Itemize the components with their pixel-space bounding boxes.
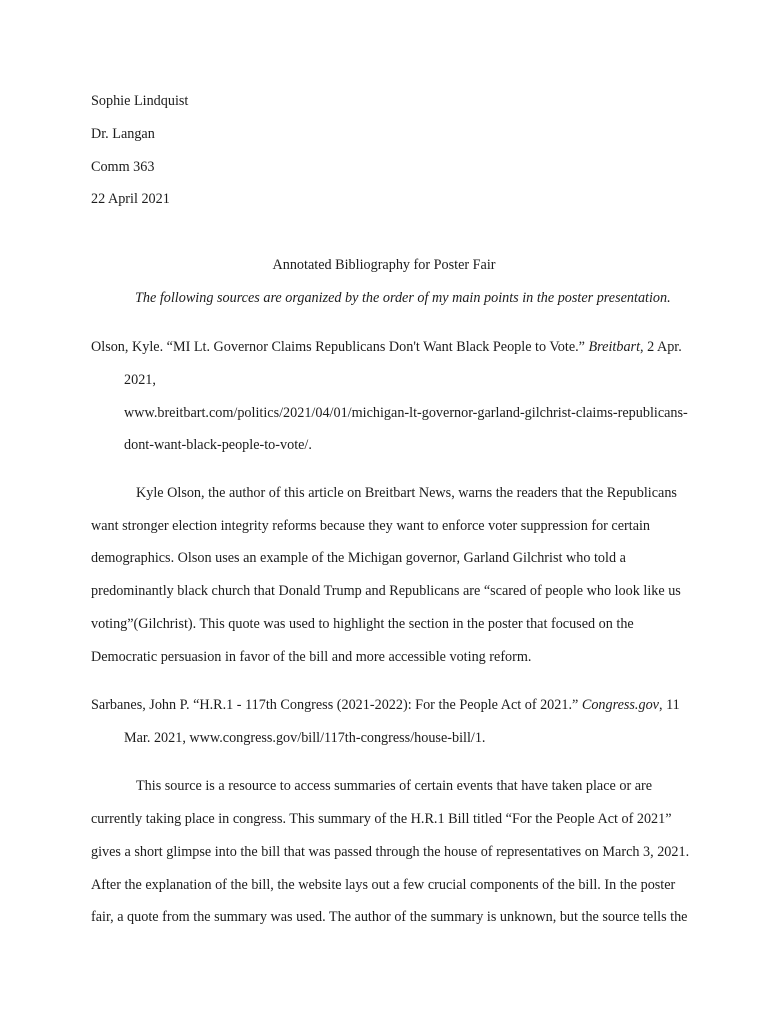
- citation-1-line-1-text: Olson, Kyle. “MI Lt. Governor Claims Republicans Don't Want Black People to Vote.”: [91, 339, 589, 355]
- annotation-1-line-5: voting”(Gilchrist). This quote was used to highlight the section in the poster that focused on the: [91, 616, 634, 632]
- instructor-name: Dr. Langan: [91, 126, 155, 142]
- citation-2-source: Congress.gov: [581, 697, 659, 713]
- annotation-1-line-2: want stronger election integrity reforms because they want to enforce voter suppression for certain: [91, 518, 651, 534]
- annotation-2-line-3: gives a short glimpse into the bill that was passed through the house of representatives on March 3, 2021.: [91, 844, 690, 860]
- annotation-1-line-4: predominantly black church that Donald Trump and Republicans are “scared of people who look like us: [91, 583, 681, 599]
- author-name: Sophie Lindquist: [91, 93, 189, 109]
- annotation-2-line-4: After the explanation of the bill, the website lays out a few crucial components of the bill. In the poster: [91, 877, 676, 893]
- citation-2-line-1: [91, 696, 680, 714]
- annotation-1-line-6: Democratic persuasion in favor of the bill and more accessible voting reform.: [91, 649, 532, 665]
- citation-1-line-2: 2021,: [124, 372, 156, 388]
- citation-2-line-2: Mar. 2021, www.congress.gov/bill/117th-congress/house-bill/1.: [124, 730, 486, 746]
- course-name: Comm 363: [91, 159, 155, 175]
- citation-2-line-1-tail: , 11: [658, 697, 680, 713]
- annotation-2-line-2: currently taking place in congress. This summary of the H.R.1 Bill titled “For the People Act of 2021”: [91, 811, 672, 827]
- document-title: Annotated Bibliography for Poster Fair: [272, 257, 496, 273]
- annotation-2-line-5: fair, a quote from the summary was used. The author of the summary is unknown, but the source tells the: [91, 909, 688, 925]
- annotation-1-line-3: demographics. Olson uses an example of the Michigan governor, Garland Gilchrist who told a: [91, 550, 626, 566]
- annotation-1-line-1: Kyle Olson, the author of this article on Breitbart News, warns the readers that the Republicans: [136, 485, 677, 501]
- citation-1-line-1-tail: , 2 Apr.: [640, 339, 682, 355]
- citation-1-line-1: [91, 338, 682, 356]
- citation-2-line-1-text: Sarbanes, John P. “H.R.1 - 117th Congress (2021-2022): For the People Act of 2021.”: [91, 697, 582, 713]
- citation-1-url-line-1: www.breitbart.com/politics/2021/04/01/michigan-lt-governor-garland-gilchrist-claims-republicans-: [124, 405, 688, 421]
- intro-note: The following sources are organized by the order of my main points in the poster presentation.: [135, 290, 671, 306]
- citation-1-source: Breitbart: [588, 339, 641, 355]
- document-date: 22 April 2021: [91, 191, 170, 207]
- annotation-2-line-1: This source is a resource to access summaries of certain events that have taken place or are: [136, 778, 653, 794]
- citation-1-url-line-2: dont-want-black-people-to-vote/.: [124, 437, 312, 453]
